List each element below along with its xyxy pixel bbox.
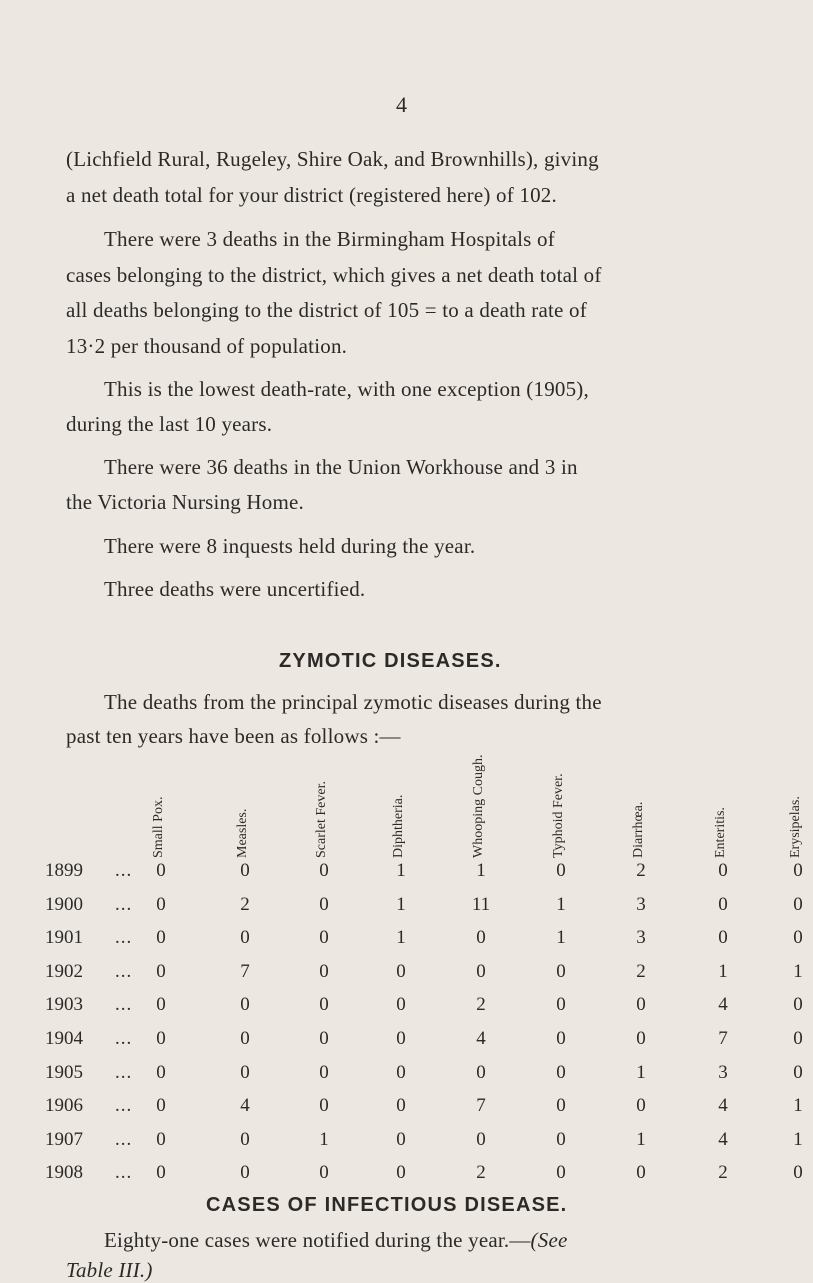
paragraph-line: all deaths belonging to the district of 105 = to a death rate of — [66, 298, 587, 322]
table-cell: 0 — [718, 893, 728, 915]
table-cell: 0 — [240, 1061, 250, 1083]
table-cell: 2 — [476, 1162, 486, 1184]
table-cell: 4 — [476, 1028, 486, 1049]
table-cell: 1 — [556, 893, 566, 915]
row-leader-dots: ... — [115, 927, 133, 949]
table-cell: 0 — [793, 927, 803, 949]
row-year: 1906 — [45, 1095, 83, 1117]
table-cell: 0 — [556, 1061, 566, 1083]
row-year: 1902 — [45, 960, 83, 982]
table-cell: 0 — [396, 1162, 406, 1184]
table-cell: 1 — [793, 1095, 803, 1117]
table-cell: 0 — [240, 994, 250, 1016]
table-cell: 7 — [240, 960, 250, 982]
table-cell: 0 — [319, 960, 329, 982]
table-cell: 0 — [319, 927, 329, 949]
table-cell: 0 — [156, 1128, 166, 1150]
column-header: Whooping Cough. — [471, 754, 486, 858]
infectious-text — [104, 1228, 567, 1253]
table-cell: 0 — [556, 1162, 566, 1184]
table-cell: 0 — [476, 927, 486, 949]
column-header: Measles. — [235, 808, 250, 858]
row-year: 1907 — [45, 1128, 83, 1150]
table-cell: 2 — [636, 960, 646, 982]
row-leader-dots: ... — [115, 1061, 133, 1083]
paragraph-line: the Victoria Nursing Home. — [66, 490, 305, 514]
zymotic-heading: ZYMOTIC DISEASES. — [279, 650, 502, 672]
infectious-text-italic: (See — [530, 1228, 568, 1252]
table-cell: 1 — [319, 1128, 329, 1150]
infectious-heading: CASES OF INFECTIOUS DISEASE. — [206, 1194, 568, 1216]
row-leader-dots: ... — [115, 860, 133, 881]
table-cell: 3 — [636, 893, 646, 915]
column-header: Scarlet Fever. — [314, 781, 329, 858]
page-number: 4 — [396, 92, 407, 117]
column-header: Diarrhœa. — [631, 801, 646, 858]
table-cell: 0 — [319, 1162, 329, 1184]
table-cell: 0 — [556, 1028, 566, 1049]
table-cell: 0 — [476, 1061, 486, 1083]
paragraph-line: a net death total for your district (registered here) of 102. — [66, 183, 557, 207]
row-leader-dots: ... — [115, 1162, 133, 1184]
table-cell: 0 — [156, 1162, 166, 1184]
table-cell: 1 — [793, 1128, 803, 1150]
column-header: Typhoid Fever. — [551, 773, 566, 858]
table-cell: 4 — [718, 1095, 728, 1117]
table-cell: 4 — [240, 1095, 250, 1117]
table-cell: 0 — [319, 994, 329, 1016]
table-cell: 0 — [240, 927, 250, 949]
infectious-table-ref: Table III.) — [66, 1258, 153, 1282]
table-cell: 0 — [396, 1095, 406, 1117]
table-cell: 1 — [793, 960, 803, 982]
table-cell: 1 — [636, 1128, 646, 1150]
row-leader-dots: ... — [115, 960, 133, 982]
row-leader-dots: ... — [115, 1128, 133, 1150]
column-header: Erysipelas. — [788, 796, 803, 858]
table-cell: 0 — [156, 1028, 166, 1049]
table-cell: 0 — [156, 960, 166, 982]
table-cell: 0 — [319, 893, 329, 915]
row-year: 1904 — [45, 1028, 83, 1049]
paragraph-line: There were 3 deaths in the Birmingham Hospitals of — [104, 227, 555, 251]
table-cell: 1 — [476, 860, 486, 881]
table-cell: 0 — [556, 960, 566, 982]
table-cell: 3 — [718, 1061, 728, 1083]
table-cell: 0 — [793, 1061, 803, 1083]
table-cell: 0 — [556, 994, 566, 1016]
table-cell: 2 — [240, 893, 250, 915]
table-cell: 1 — [396, 860, 406, 881]
column-header: Enteritis. — [713, 807, 728, 858]
table-cell: 0 — [476, 960, 486, 982]
table-cell: 3 — [636, 927, 646, 949]
table-cell: 0 — [636, 994, 646, 1016]
table-cell: 11 — [471, 893, 491, 915]
column-header: Small Pox. — [151, 796, 166, 858]
zymotic-intro: The deaths from the principal zymotic diseases during the — [104, 690, 602, 714]
table-cell: 2 — [718, 1162, 728, 1184]
table-cell: 0 — [556, 1095, 566, 1117]
row-leader-dots: ... — [115, 893, 133, 915]
table-cell: 0 — [396, 1028, 406, 1049]
column-header: Diphtheria. — [391, 794, 406, 858]
table-cell: 0 — [319, 1095, 329, 1117]
table-cell: 0 — [793, 994, 803, 1016]
paragraph-line: 13·2 per thousand of population. — [66, 334, 348, 358]
paragraph-line: There were 36 deaths in the Union Workhouse and 3 in — [104, 455, 578, 479]
table-cell: 0 — [319, 1061, 329, 1083]
table-cell: 0 — [240, 1128, 250, 1150]
table-cell: 0 — [156, 1061, 166, 1083]
table-cell: 0 — [556, 1128, 566, 1150]
table-cell: 0 — [396, 960, 406, 982]
table-cell: 0 — [156, 893, 166, 915]
row-year: 1901 — [45, 927, 83, 949]
table-cell: 0 — [793, 1162, 803, 1184]
table-cell: 2 — [476, 994, 486, 1016]
table-cell: 1 — [396, 927, 406, 949]
zymotic-intro: past ten years have been as follows :— — [66, 724, 401, 748]
table-cell: 0 — [240, 1028, 250, 1049]
table-cell: 7 — [718, 1028, 728, 1049]
table-cell: 0 — [319, 1028, 329, 1049]
table-cell: 0 — [793, 893, 803, 915]
table-cell: 0 — [636, 1028, 646, 1049]
paragraph-line: cases belonging to the district, which gives a net death total of — [66, 263, 602, 287]
paragraph-line: This is the lowest death-rate, with one exception (1905), — [104, 377, 589, 401]
table-cell: 4 — [718, 1128, 728, 1150]
row-leader-dots: ... — [115, 994, 133, 1016]
table-cell: 0 — [240, 860, 250, 881]
row-year: 1899 — [45, 860, 83, 881]
paragraph-line: Three deaths were uncertified. — [104, 577, 366, 601]
table-cell: 0 — [718, 927, 728, 949]
table-cell: 0 — [396, 1128, 406, 1150]
table-cell: 0 — [156, 927, 166, 949]
paragraph-line: (Lichfield Rural, Rugeley, Shire Oak, and Brownhills), giving — [66, 147, 599, 171]
table-cell: 0 — [240, 1162, 250, 1184]
table-cell: 0 — [476, 1128, 486, 1150]
row-year: 1903 — [45, 994, 83, 1016]
table-cell: 1 — [556, 927, 566, 949]
row-year: 1905 — [45, 1061, 83, 1083]
table-cell: 1 — [396, 893, 406, 915]
row-year: 1908 — [45, 1162, 83, 1184]
table-cell: 7 — [476, 1095, 486, 1117]
table-cell: 0 — [156, 1095, 166, 1117]
table-cell: 4 — [718, 994, 728, 1016]
table-cell: 0 — [636, 1162, 646, 1184]
table-cell: 1 — [718, 960, 728, 982]
row-leader-dots: ... — [115, 1028, 133, 1049]
row-year: 1900 — [45, 893, 83, 915]
table-cell: 0 — [793, 860, 803, 881]
infectious-text-roman: Eighty-one cases were notified during the year.— — [104, 1228, 531, 1252]
table-cell: 0 — [156, 994, 166, 1016]
table-cell: 0 — [556, 860, 566, 881]
row-leader-dots: ... — [115, 1095, 133, 1117]
table-cell: 0 — [156, 860, 166, 881]
table-cell: 0 — [793, 1028, 803, 1049]
table-cell: 0 — [636, 1095, 646, 1117]
table-cell: 1 — [636, 1061, 646, 1083]
paragraph-line: during the last 10 years. — [66, 412, 273, 436]
table-cell: 2 — [636, 860, 646, 881]
table-cell: 0 — [396, 1061, 406, 1083]
table-cell: 0 — [319, 860, 329, 881]
paragraph-line: There were 8 inquests held during the year. — [104, 534, 476, 558]
table-cell: 0 — [396, 994, 406, 1016]
table-cell: 0 — [718, 860, 728, 881]
